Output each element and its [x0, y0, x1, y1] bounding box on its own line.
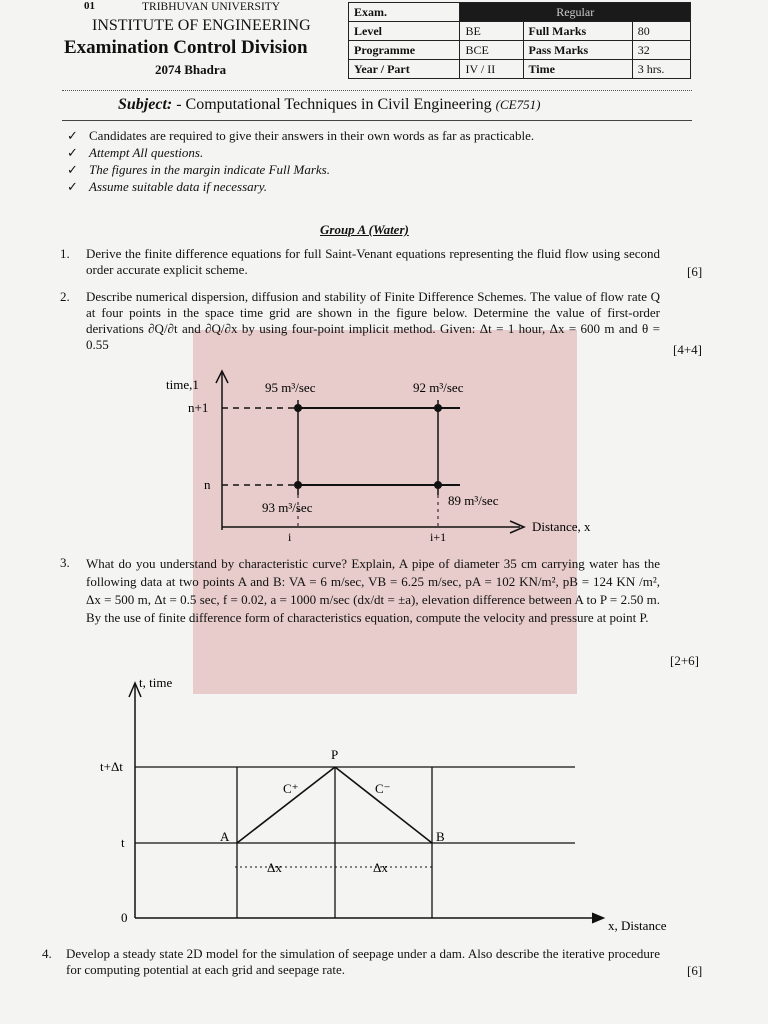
divider — [62, 90, 692, 91]
instruction-item: ✓ Assume suitable data if necessary. — [67, 179, 268, 194]
dx-label: Δx — [373, 860, 388, 875]
grid-point — [294, 481, 302, 489]
check-icon: ✓ — [67, 162, 78, 177]
y-axis-label: t, time — [139, 675, 173, 690]
row-label: t+Δt — [100, 759, 123, 774]
c-plus-label: C⁺ — [283, 781, 299, 796]
question-marks: [6] — [687, 264, 703, 279]
grid-point — [434, 404, 442, 412]
question-marks: [2+6] — [670, 653, 699, 668]
question-3 — [60, 555, 660, 627]
characteristic-curve-figure — [95, 675, 695, 940]
point-p-label: P — [331, 747, 339, 762]
c-plus-line — [237, 767, 335, 843]
level-label: Level — [349, 22, 460, 41]
time-value: 3 hrs. — [632, 60, 690, 79]
arrow-right-icon — [592, 913, 604, 923]
question-1 — [60, 246, 660, 278]
row-label: t — [121, 835, 125, 850]
question-marks: [6] — [687, 963, 703, 978]
check-icon: ✓ — [67, 179, 78, 194]
full-marks-label: Full Marks — [523, 22, 632, 41]
grid-point — [434, 481, 442, 489]
space-time-grid-figure — [150, 365, 620, 545]
question-number: 1. — [60, 246, 70, 261]
programme-value: BCE — [460, 41, 523, 60]
exam-label: Exam. — [349, 3, 460, 22]
paper-code: 01 — [84, 0, 95, 12]
subject-line — [118, 96, 540, 114]
dx-label: Δx — [267, 860, 282, 875]
question-text: Derive the finite difference equations for full Saint-Venant equations representing the fluid flow using second order accurate explicit scheme. — [86, 246, 660, 277]
programme-label: Programme — [349, 41, 460, 60]
row-label: n — [204, 477, 211, 492]
level-value: BE — [460, 22, 523, 41]
university-name: TRIBHUVAN UNIVERSITY — [142, 1, 281, 13]
flow-value: 89 m³/sec — [448, 493, 499, 508]
flow-value: 95 m³/sec — [265, 380, 316, 395]
divider — [62, 120, 692, 121]
exam-value: Regular — [460, 3, 691, 22]
question-text: What do you understand by characteristic curve? Explain, A pipe of diameter 35 cm carrying water has the following data at two points A and B: VA = 6 m/sec, VB = 6.25 m/sec, pA = 102 KN/m², pB = 124 KN /m², Δx = 500 m, Δt = 0.5 sec, f = 0.02, a = 1000 m/sec (dx/dt = ±a), elevation difference between A to P = 2.50 m. By the use of finite difference form of characteristics equation, compute the velocity and pressure at point P. — [86, 556, 660, 625]
flow-value: 92 m³/sec — [413, 380, 464, 395]
question-number: 2. — [60, 289, 70, 304]
x-axis-label: Distance, x — [532, 519, 591, 534]
point-b-label: B — [436, 829, 445, 844]
y-axis-label: time,1 — [166, 377, 199, 392]
c-minus-line — [335, 767, 432, 843]
pass-marks-label: Pass Marks — [523, 41, 632, 60]
question-number: 3. — [60, 555, 70, 570]
exam-info-table — [348, 2, 691, 79]
column-label: i+1 — [430, 530, 447, 544]
question-text: Describe numerical dispersion, diffusion and stability of Finite Difference Schemes. The value of flow rate Q at four points in the space time grid are shown in the figure below. Determine the value of first-order derivations ∂Q/∂t and ∂Q/∂x by using four-point implicit method. Given: Δt = 1 hour, Δx = 600 m and θ = 0.55 — [86, 289, 660, 352]
check-icon: ✓ — [67, 145, 78, 160]
point-a-label: A — [220, 829, 230, 844]
question-marks: [4+4] — [673, 342, 702, 357]
check-icon: ✓ — [67, 128, 78, 143]
column-label: i — [288, 530, 292, 544]
instruction-item: ✓ The figures in the margin indicate Full Marks. — [67, 162, 330, 177]
flow-value: 93 m³/sec — [262, 500, 313, 515]
year-part-label: Year / Part — [349, 60, 460, 79]
full-marks-value: 80 — [632, 22, 690, 41]
year-part-value: IV / II — [460, 60, 523, 79]
division-name: Examination Control Division — [64, 37, 308, 58]
c-minus-label: C⁻ — [375, 781, 391, 796]
grid-point — [294, 404, 302, 412]
question-number: 4. — [42, 946, 52, 961]
question-2 — [60, 289, 660, 353]
instruction-item: ✓ Attempt All questions. — [67, 145, 204, 160]
subject-label: Subject: — [118, 96, 173, 113]
origin-label: 0 — [121, 910, 128, 925]
time-label: Time — [523, 60, 632, 79]
subject-code: (CE751) — [495, 97, 541, 112]
institute-name: INSTITUTE OF ENGINEERING — [92, 17, 311, 34]
subject-text: - Computational Techniques in Civil Engineering — [176, 96, 492, 113]
group-title: Group A (Water) — [320, 222, 409, 237]
question-4 — [42, 946, 660, 978]
question-text: Develop a steady state 2D model for the simulation of seepage under a dam. Also describe the iterative procedure for computing potential at each grid and seepage rate. — [66, 946, 660, 977]
row-label: n+1 — [188, 400, 209, 415]
x-axis-label: x, Distance — [608, 918, 667, 933]
exam-session: 2074 Bhadra — [155, 62, 227, 77]
instruction-item: ✓ Candidates are required to give their answers in their own words as far as practicable. — [67, 128, 535, 143]
pass-marks-value: 32 — [632, 41, 690, 60]
